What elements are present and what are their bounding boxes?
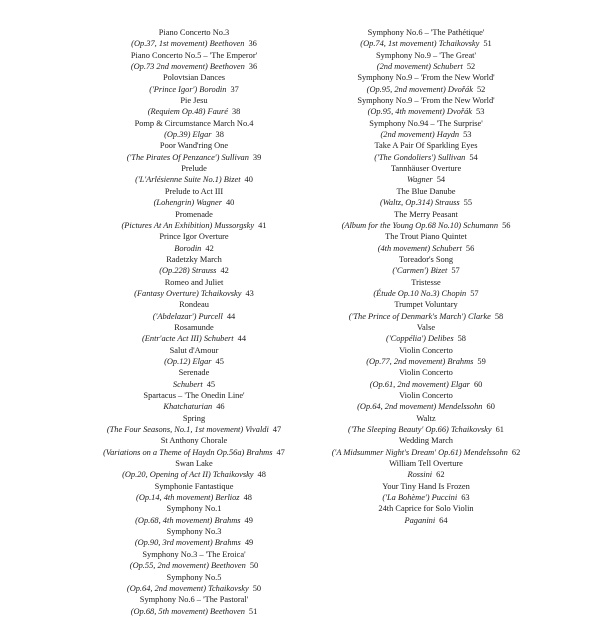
entry-reference [392, 265, 459, 276]
entry-page-number: 50 [252, 583, 262, 593]
entry-page-number: 51 [248, 606, 258, 616]
entry-reference [159, 265, 229, 276]
entry-page-number: 56 [465, 243, 475, 253]
entry-page-number: 51 [483, 39, 492, 49]
entry-title: Wedding March [399, 436, 453, 446]
entry-detail: (Op.90, 3rd movement) [134, 538, 213, 548]
entry-title: Swan Lake [175, 459, 213, 469]
entry-page-number: 57 [470, 288, 479, 298]
entry-detail: (The Four Seasons, No.1, 1st movement) [106, 425, 244, 435]
entry-page-number: 49 [244, 515, 253, 525]
entry-title: Violin Concerto [399, 345, 453, 355]
entry-reference [407, 469, 444, 480]
entry-page-number: 60 [486, 402, 495, 412]
entry-reference [134, 288, 254, 299]
entry-page-number: 45 [215, 356, 224, 366]
entry-title: Polovtsian Dances [162, 73, 226, 83]
entry-detail: (Waltz, Op.314) [379, 198, 433, 208]
entry-composer: Schubert [172, 379, 203, 389]
entry-reference [148, 106, 241, 117]
entry-page-number: 52 [476, 84, 486, 94]
entry-title: The Trout Piano Quintet [385, 232, 467, 242]
entry-page-number: 62 [436, 470, 445, 480]
entry-reference [368, 106, 485, 117]
entry-reference [153, 311, 235, 322]
entry-composer: Brahms [214, 538, 241, 548]
entry-page-number: 58 [494, 311, 504, 321]
entry-detail: (Op.12) [164, 356, 191, 366]
entry-reference [380, 197, 472, 208]
entry-reference [130, 560, 258, 571]
entry-title: Violin Concerto [399, 368, 453, 378]
entry-title: Toreador's Song [398, 254, 454, 264]
entry-title: Symphony No.9 – 'The Great' [375, 50, 476, 60]
entry-title: Prelude [181, 164, 207, 174]
entry-detail: (Op.14, 4th movement) [136, 493, 214, 503]
entry-composer: Delibes [428, 334, 454, 344]
entry-page-number: 63 [461, 493, 470, 503]
entry-page-number: 61 [495, 425, 504, 435]
entry-page-number: 40 [244, 175, 253, 185]
entry-detail: (Op.37, 1st movement) [131, 39, 208, 49]
entry-composer: Borodin [174, 243, 202, 253]
entry-title: Radetzky March [166, 254, 222, 264]
entry-detail: (2nd movement) [380, 130, 435, 140]
entry-detail: (Op.64, 2nd movement) [357, 402, 437, 412]
entry-reference [381, 129, 472, 140]
entry-page-number: 44 [226, 311, 236, 321]
entry-detail: ('La Bohème') [382, 493, 430, 503]
entry-title: Symphony No.9 – 'From the New World' [357, 73, 495, 83]
entry-title: St Anthony Chorale [160, 436, 228, 446]
entry-title: Prelude to Act III [164, 186, 224, 196]
entry-title: 24th Caprice for Solo Violin [378, 504, 474, 514]
entry-title: Rosamunde [174, 322, 214, 332]
entry-detail: (Op.77, 2nd movement) [366, 356, 446, 366]
entry-page-number: 52 [466, 62, 476, 72]
entry-reference [373, 288, 478, 299]
entry-composer: Sullivan [437, 152, 466, 162]
entry-page-number: 64 [439, 515, 448, 525]
entry-composer: Borodin [199, 84, 227, 94]
entry-detail: (Étude Op.10 No.3) [373, 288, 440, 298]
entry-composer: Bizet [223, 175, 241, 185]
entry-detail: (Fantasy Overture) [134, 288, 199, 298]
entry-detail: (Op.74, 1st movement) [360, 39, 437, 49]
entry-composer: Fauré [207, 107, 228, 117]
entry-page-number: 41 [258, 220, 267, 230]
entry-detail: (Op.55, 2nd movement) [129, 561, 209, 571]
entry-detail: ('The Gondoliers') [374, 152, 436, 162]
index-column-right [318, 27, 534, 526]
entry-detail: (Pictures At An Exhibition) [121, 220, 213, 230]
entry-reference [342, 220, 511, 231]
entry-reference [164, 129, 224, 140]
entry-title: Symphony No.9 – 'From the New World' [357, 96, 495, 106]
entry-reference [135, 515, 253, 526]
entry-title: Poor Wand'ring One [159, 141, 229, 151]
entry-page-number: 45 [206, 379, 216, 389]
entry-title: Symphonie Fantastique [154, 481, 234, 491]
entry-reference [174, 243, 214, 254]
entry-reference [367, 84, 486, 95]
entry-page-number: 47 [276, 447, 285, 457]
entry-reference [127, 152, 262, 163]
entry-detail: (Op.64, 2nd movement) [126, 583, 206, 593]
entry-composer: Beethoven [209, 39, 245, 49]
entry-reference [131, 606, 258, 617]
entry-reference [404, 515, 447, 526]
entry-reference [382, 492, 469, 503]
entry-composer: Khatchaturian [163, 402, 213, 412]
entry-page-number: 55 [463, 198, 473, 208]
entry-reference [107, 424, 281, 435]
entry-composer: Schubert [433, 62, 463, 72]
entry-page-number: 36 [248, 39, 257, 49]
entry-page-number: 58 [457, 334, 466, 344]
entry-title: Spartacus – 'The Onedin Line' [143, 391, 245, 400]
entry-detail: ('A Midsummer Night's Dream' Op.61) [331, 447, 462, 457]
entry-reference [122, 220, 267, 231]
entry-detail: ('The Sleeping Beauty' Op.66) [348, 425, 449, 435]
entry-composer: Clarke [468, 311, 491, 321]
entry-detail: (Op.228) [159, 266, 190, 276]
entry-reference [127, 583, 261, 594]
entry-title: Promenade [175, 209, 213, 219]
entry-composer: Dvořák [446, 107, 473, 117]
entry-title: Violin Concerto [399, 391, 453, 400]
entry-detail: (Op.68, 4th movement) [135, 515, 213, 525]
entry-page-number: 54 [469, 152, 478, 162]
entry-title: Prince Igor Overture [159, 232, 229, 242]
entry-composer: Brahms [246, 447, 273, 457]
entry-composer: Tchaikovsky [200, 288, 242, 298]
entry-composer: Tchaikovsky [438, 39, 480, 49]
entry-reference [370, 379, 483, 390]
entry-reference [386, 333, 466, 344]
index-column-left [88, 27, 300, 617]
entry-title: Piano Concerto No.3 [158, 28, 230, 37]
entry-reference [173, 379, 215, 390]
entry-reference [378, 243, 475, 254]
entry-detail: (Variations on a Theme of Haydn Op.56a) [103, 447, 245, 457]
entry-composer: Wagner [406, 175, 433, 185]
entry-composer: Mendelssohn [438, 402, 483, 412]
entry-detail: (Lohengrin) [153, 198, 195, 208]
entry-detail: (Op.61, 2nd movement) [369, 379, 449, 389]
entry-reference [103, 447, 285, 458]
entry-reference [360, 38, 491, 49]
entry-composer: Rossini [407, 470, 433, 480]
entry-title: Symphony No.5 [166, 572, 222, 582]
entry-reference [407, 174, 445, 185]
entry-page-number: 57 [451, 266, 460, 276]
entry-page-number: 40 [225, 198, 235, 208]
entry-composer: Haydn [436, 130, 460, 140]
entry-title: Salut d'Amour [169, 345, 219, 355]
entry-page-number: 42 [220, 266, 229, 276]
entry-page-number: 54 [436, 175, 446, 185]
entry-page-number: 44 [237, 334, 247, 344]
entry-title: The Merry Peasant [394, 209, 458, 219]
entry-page-number: 46 [216, 402, 225, 412]
entry-composer: Beethoven [210, 606, 245, 616]
entry-title: Piano Concerto No.5 – 'The Emperor' [130, 50, 258, 60]
entry-composer: Berlioz [215, 493, 240, 503]
entry-reference [149, 84, 239, 95]
entry-detail: (Op.68, 5th movement) [130, 606, 208, 616]
entry-reference [164, 356, 224, 367]
entry-composer: Bizet [430, 266, 448, 276]
entry-page-number: 38 [231, 107, 241, 117]
entry-reference [142, 333, 246, 344]
entry-detail: (Entr'acte Act III) [141, 334, 202, 344]
entry-reference [131, 61, 257, 72]
entry-reference [154, 197, 235, 208]
entry-composer: Strauss [191, 266, 217, 276]
entry-composer: Tchaikovsky [450, 425, 492, 435]
entry-reference [366, 356, 486, 367]
entry-reference [377, 61, 475, 72]
entry-composer: Brahms [214, 515, 241, 525]
entry-reference [136, 492, 252, 503]
entry-title: Symphony No.6 – 'The Pathétique' [367, 28, 485, 37]
entry-page-number: 50 [249, 561, 259, 571]
entry-page-number: 53 [463, 130, 472, 140]
entry-composer: Chopin [441, 288, 467, 298]
entry-title: Pomp & Circumstance March No.4 [134, 118, 254, 128]
entry-title: Pie Jesu [180, 96, 208, 106]
entry-title: Valse [416, 322, 436, 332]
entry-title: Rondeau [179, 300, 209, 310]
entry-title: Tristesse [411, 277, 441, 287]
entry-detail: (Op.95, 4th movement) [367, 107, 445, 117]
entry-composer: Dvořák [447, 84, 473, 94]
entry-composer: Paganini [404, 515, 436, 525]
entry-title: Symphony No.6 – 'The Pastoral' [139, 595, 249, 605]
entry-title: Symphony No.3 – 'The Eroica' [142, 549, 246, 559]
entry-title: Symphony No.1 [166, 504, 222, 514]
entry-detail: ('Abdelazar') [152, 311, 197, 321]
entry-composer: Schubert [432, 243, 462, 253]
entry-composer: Elgar [192, 356, 212, 366]
entry-reference [332, 447, 521, 458]
entry-page-number: 36 [248, 62, 258, 72]
entry-detail: ('The Pirates Of Penzance') [126, 152, 220, 162]
entry-reference [135, 537, 253, 548]
entry-detail: (4th movement) [377, 243, 431, 253]
entry-composer: Sullivan [221, 152, 249, 162]
entry-detail: ('Coppélia') [386, 334, 426, 344]
entry-reference [374, 152, 477, 163]
entry-title: Tannhäuser Overture [390, 164, 462, 174]
entry-composer: Beethoven [209, 62, 245, 72]
entry-detail: ('The Prince of Denmark's March') [348, 311, 466, 321]
entry-detail: (Op.20, Opening of Act II) [122, 470, 211, 480]
entry-title: Serenade [178, 368, 210, 378]
entry-composer: Strauss [435, 198, 460, 208]
entry-title: Symphony No.3 [166, 527, 222, 537]
entry-composer: Beethoven [210, 561, 246, 571]
entry-detail: (Requiem Op.48) [147, 107, 206, 117]
entry-page-number: 56 [502, 220, 511, 230]
entry-page-number: 39 [252, 152, 262, 162]
entry-detail: ('Prince Igor') [149, 84, 198, 94]
entry-reference [135, 174, 253, 185]
entry-composer: Mussorgsky [214, 220, 255, 230]
entry-composer: Elgar [192, 130, 212, 140]
entry-title: Trumpet Voluntary [394, 300, 458, 310]
entry-detail: (Op.39) [164, 130, 191, 140]
entry-detail: (2nd movement) [376, 62, 431, 72]
entry-title: Your Tiny Hand Is Frozen [382, 481, 470, 491]
entry-composer: Puccini [431, 493, 458, 503]
entry-detail: (Op.73 2nd movement) [130, 62, 208, 72]
entry-composer: Brahms [447, 356, 474, 366]
entry-reference [357, 401, 495, 412]
entry-detail: ('L'Arlésienne Suite No.1) [135, 175, 222, 185]
entry-title: Waltz [416, 413, 436, 423]
entry-page-number: 53 [476, 107, 485, 117]
entry-detail: (Album for the Young Op.68 No.10) [341, 220, 462, 230]
entry-page-number: 43 [245, 288, 254, 298]
entry-reference [131, 38, 257, 49]
entry-composer: Elgar [450, 379, 470, 389]
entry-page-number: 37 [230, 84, 239, 94]
entry-page-number: 49 [244, 538, 254, 548]
entry-page-number: 47 [272, 425, 282, 435]
entry-page-number: 60 [473, 379, 483, 389]
entry-reference [348, 424, 504, 435]
entry-page-number: 38 [215, 130, 224, 140]
entry-detail: ('Carmen') [392, 266, 429, 276]
entry-reference [349, 311, 503, 322]
entry-composer: Tchaikovsky [212, 470, 254, 480]
entry-composer: Mendelssohn [463, 447, 508, 457]
entry-composer: Purcell [198, 311, 223, 321]
entry-page-number: 62 [511, 447, 521, 457]
entry-composer: Vivaldi [245, 425, 269, 435]
entry-reference [163, 401, 224, 412]
entry-title: The Blue Danube [396, 186, 456, 196]
entry-composer: Tchaikovsky [208, 583, 249, 593]
entry-reference [122, 469, 266, 480]
entry-page-number: 59 [477, 356, 486, 366]
entry-composer: Wagner [196, 198, 222, 208]
entry-page-number: 42 [205, 243, 214, 253]
entry-title: Spring [182, 413, 206, 423]
entry-detail: (Op.95, 2nd movement) [366, 84, 446, 94]
entry-page-number: 48 [243, 493, 252, 503]
entry-title: Take A Pair Of Sparkling Eyes [374, 141, 478, 151]
entry-page-number: 48 [257, 470, 266, 480]
entry-composer: Schumann [463, 220, 499, 230]
entry-title: Symphony No.94 – 'The Surprise' [369, 118, 483, 128]
entry-title: William Tell Overture [389, 459, 463, 469]
entry-title: Romeo and Juliet [164, 277, 224, 287]
entry-composer: Schubert [203, 334, 234, 344]
